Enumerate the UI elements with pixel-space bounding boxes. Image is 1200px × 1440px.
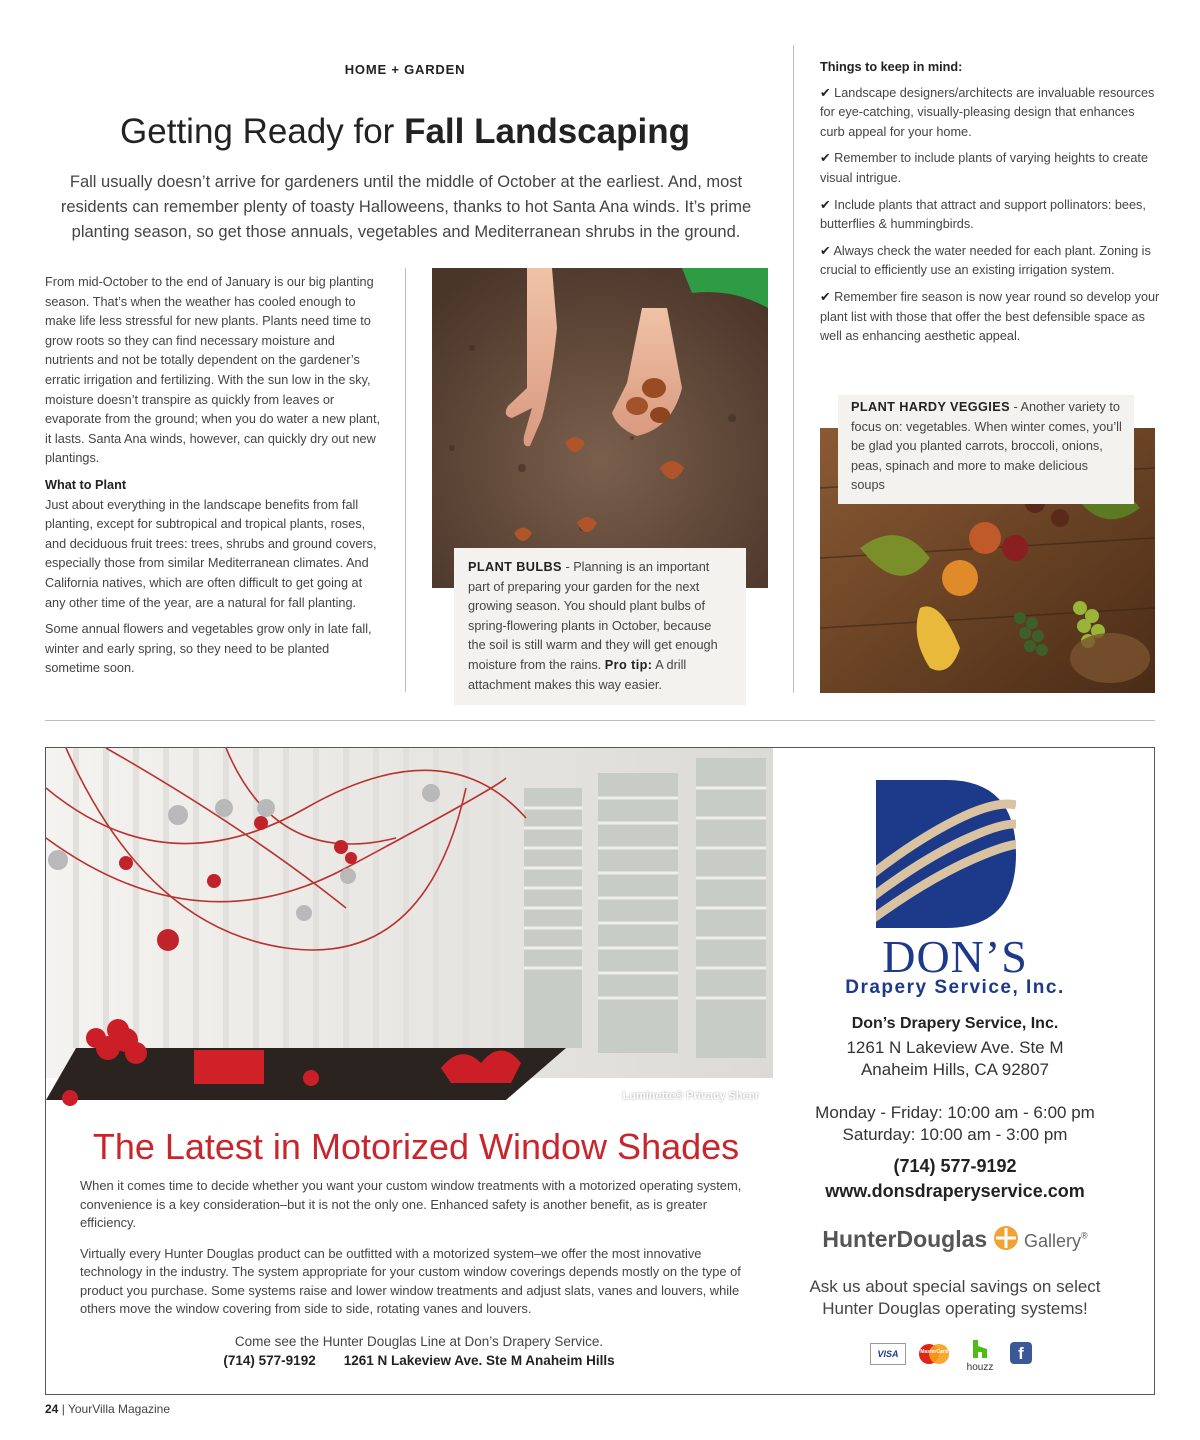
houzz-label: houzz xyxy=(966,1362,994,1373)
checkmark-icon: ✔ xyxy=(820,289,831,304)
mastercard-text: MasterCard xyxy=(920,1349,948,1355)
article-headline xyxy=(40,112,770,152)
tip-item xyxy=(820,288,1160,347)
headline-bold: Fall Landscaping xyxy=(404,112,690,151)
dons-logo-name: DON’S xyxy=(882,931,1028,982)
ad-cta-line: Come see the Hunter Douglas Line at Don’s Drapery Service. xyxy=(234,1334,604,1349)
address-line-1: 1261 N Lakeview Ave. Ste M xyxy=(846,1038,1064,1057)
article-deck: Fall usually doesn’t arrive for gardeners until the middle of October at the earliest. And, most residents can remember plenty of toasty Halloweens, thanks to hot Santa Ana winds. It’s prime planting season, so get those annuals, vegetables and Mediterranean shrubs in the ground. xyxy=(60,173,752,241)
hours-line-1: Monday - Friday: 10:00 am - 6:00 pm xyxy=(815,1103,1095,1122)
veggies-caption-text: - Another variety to focus on: vegetables. When winter comes, you’ll be glad you planted carrots, broccoli, onions, peas, spinach and more to make delicious soups xyxy=(851,400,1122,493)
ad-photo-illustration xyxy=(46,748,773,1112)
veggies-caption-title: PLANT HARDY VEGGIES xyxy=(851,400,1010,414)
tip-text: Remember to include plants of varying heights to create visual intrigue. xyxy=(820,151,1149,185)
savings-line-1: Ask us about special savings on select xyxy=(809,1277,1101,1296)
ad-paragraph-2: Virtually every Hunter Douglas product can be outfitted with a motorized system–we offer the most innovative technology in the industry. The system appropriate for your custom window coverings depends mostly on the type of product you purchase. Some systems raise and lower window treatments and adjust slats, vanes and louvers, while others move the window covering from side to side, rotating vanes and louvers. xyxy=(80,1245,741,1316)
bulbs-caption xyxy=(454,548,746,705)
visa-icon: VISA xyxy=(870,1343,906,1365)
phone-number[interactable]: (714) 577-9192 xyxy=(893,1156,1017,1176)
hd-gallery: Gallery xyxy=(1023,1231,1081,1251)
address-line-2: Anaheim Hills, CA 92807 xyxy=(860,1060,1050,1079)
ad-cta-contact xyxy=(80,1352,758,1371)
facebook-icon[interactable]: f xyxy=(1010,1342,1032,1364)
ad-headline: The Latest in Motorized Window Shades xyxy=(92,1126,740,1167)
mastercard-icon xyxy=(918,1343,950,1365)
payment-icons xyxy=(870,1340,1040,1374)
business-name: Don’s Drapery Service, Inc. xyxy=(851,1015,1059,1032)
ad-cta xyxy=(80,1333,758,1370)
tip-item xyxy=(820,196,1160,235)
ad-cta-phone: (714) 577-9192 xyxy=(223,1352,316,1368)
subhead-what-to-plant: What to Plant xyxy=(45,477,127,492)
column-divider-right xyxy=(793,45,794,693)
checkmark-icon: ✔ xyxy=(820,85,831,100)
bulbs-caption-text: - Planning is an important part of preparing your garden for the next growing season. You should plant bulbs of spring-flowering plants in October, because the soil is still warm and they will get enough moisture from the rains. xyxy=(468,560,718,672)
hd-gallery-trademark: ® xyxy=(1081,1230,1088,1241)
hd-brand: HunterDouglas xyxy=(822,1226,988,1252)
pro-tip-label: Pro tip: xyxy=(604,657,653,672)
bulbs-photo-illustration xyxy=(432,268,768,588)
dons-logo-sub: Drapery Service, Inc. xyxy=(845,977,1065,998)
tip-item xyxy=(820,242,1160,281)
ad-photo xyxy=(46,748,773,1112)
dons-logo-icon xyxy=(876,780,1016,928)
tips-box xyxy=(820,58,1160,354)
website-link[interactable]: www.donsdraperyservice.com xyxy=(825,1181,1085,1201)
checkmark-icon: ✔ xyxy=(820,243,831,258)
tip-item xyxy=(820,84,1160,143)
tips-heading: Things to keep in mind: xyxy=(820,60,963,74)
tip-text: Remember fire season is now year round so develop your plant list with those that offer the best defensible space as well as enhancing aesthetic appeal. xyxy=(820,289,1160,344)
tip-item xyxy=(820,149,1160,188)
section-tag: HOME + GARDEN xyxy=(344,62,466,77)
tip-text: Include plants that attract and support pollinators: bees, butterflies & hummingbirds. xyxy=(820,197,1146,232)
body-paragraph-3: Some annual flowers and vegetables grow only in late fall, winter and early spring, so they need to be planted sometime soon. xyxy=(45,622,372,676)
savings-line-2: Hunter Douglas operating systems! xyxy=(822,1299,1088,1318)
tip-text: Always check the water needed for each plant. Zoning is crucial to efficiently use an existing irrigation system. xyxy=(820,243,1151,278)
dons-logo-mark xyxy=(876,780,1016,928)
bulbs-photo xyxy=(432,268,768,588)
ad-paragraph-1: When it comes time to decide whether you want your custom window treatments with a motorized operating system, convenience is a key consideration–but it is not the only one. Enhanced safety is another benefit, as is greater efficiency. xyxy=(80,1178,742,1230)
hd-bowtie-icon xyxy=(994,1226,1018,1250)
tip-text: Landscape designers/architects are invaluable resources for eye-catching, visually-pleasing design that enhances curb appeal for your home. xyxy=(820,85,1155,139)
ad-body xyxy=(80,1177,758,1331)
ad-cta-address: 1261 N Lakeview Ave. Ste M Anaheim Hills xyxy=(343,1352,615,1368)
houzz-mark xyxy=(973,1340,987,1358)
veggies-caption xyxy=(838,395,1134,504)
photo-credit: Luminette® Privacy Sheer xyxy=(622,1090,759,1102)
page-number: 24 xyxy=(45,1402,59,1416)
page-footer xyxy=(45,1402,170,1416)
article-body-column xyxy=(45,273,385,686)
houzz-icon[interactable] xyxy=(962,1340,998,1372)
checkmark-icon: ✔ xyxy=(820,197,831,212)
bulbs-caption-title: PLANT BULBS xyxy=(468,560,562,574)
checkmark-icon: ✔ xyxy=(820,151,831,166)
footer-separator: | xyxy=(61,1402,65,1416)
publication-name: YourVilla Magazine xyxy=(67,1402,171,1416)
hunter-douglas-gallery-logo xyxy=(790,1226,1120,1253)
hours-line-2: Saturday: 10:00 am - 3:00 pm xyxy=(842,1125,1068,1144)
body-paragraph-2: Just about everything in the landscape benefits from fall planting, except for subtropical and tropical plants, roses, and deciduous fruit trees: trees, shrubs and ground covers, especially those from similar Mediterranean climates. And California natives, which are often difficult to get going at any other time of the year, are a natural for fall planting. xyxy=(45,497,377,610)
section-divider xyxy=(45,720,1155,721)
column-divider-left xyxy=(405,268,406,692)
pro-tip-text: A drill attachment makes this way easier. xyxy=(468,657,687,692)
headline-light: Getting Ready for xyxy=(120,112,395,151)
body-paragraph-1: From mid-October to the end of January is our big planting season. That’s when the weather has cooled enough to make life less stressful for new plants. Plants need time to grow roots so they can find necessary moisture and nutrients and not be totally dependent on the gardener’s erratic irrigation and fertilizing. With the sun low in the sky, moisture doesn’t transpire as quickly from leaves or evaporate from the ground; when you do water a new plant, it lasts. Santa Ana winds, however, can quickly dry out new plantings. xyxy=(45,275,381,466)
